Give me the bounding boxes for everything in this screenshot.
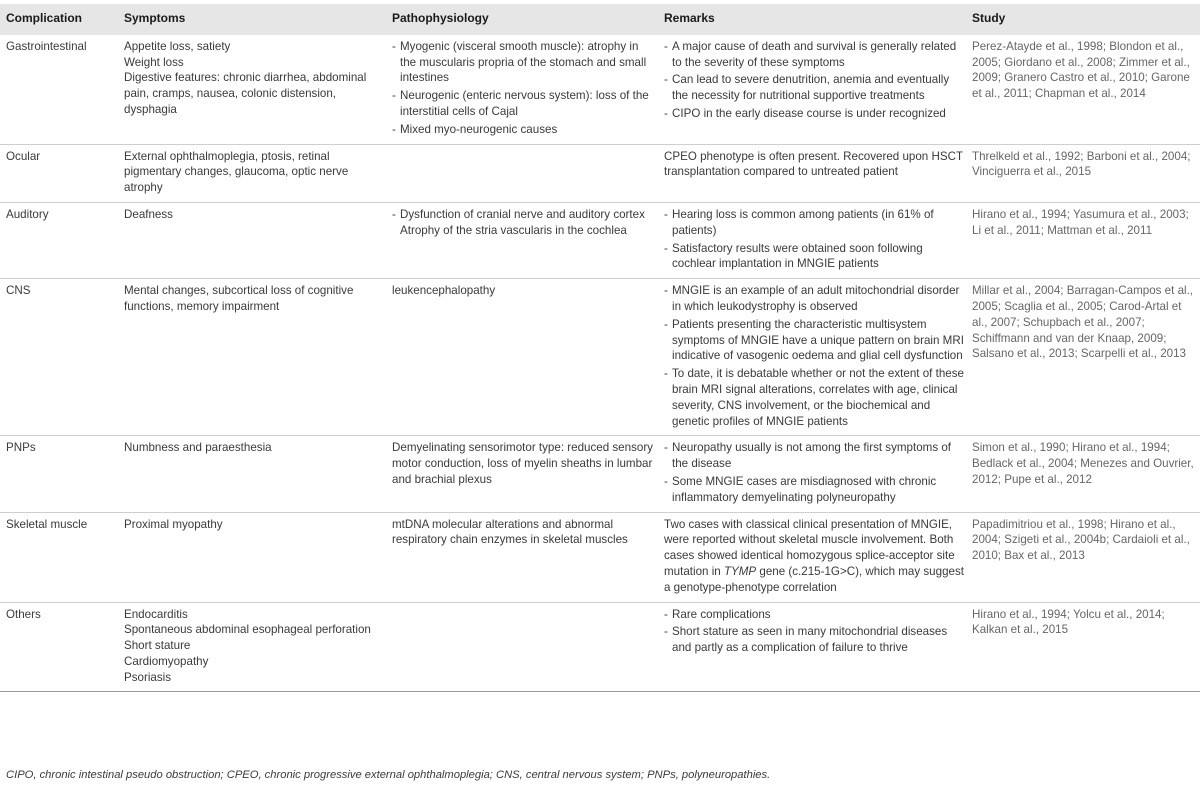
cell-remarks (660, 35, 968, 144)
symptom-item: Cardiomyopathy (124, 654, 209, 668)
cell-remarks (660, 202, 968, 278)
cell-symptoms (120, 602, 388, 692)
symptom-item: Appetite loss, satiety (124, 39, 231, 53)
remark-text-before: Two cases with classical clinical presentation of MNGIE, were reported without skeletal muscle involvement. Both cases showed identical homozygous splice-acceptor site mutation in (664, 517, 955, 578)
cell-remarks (660, 279, 968, 436)
cell-symptoms (120, 436, 388, 512)
cell-complication: Ocular (0, 144, 120, 202)
symptom-item: Weight loss (124, 55, 184, 69)
pathophysiology-item: - Myogenic (visceral smooth muscle): atrophy in the muscularis propria of the stomach and small intestines (392, 39, 656, 86)
table-footnote: CIPO, chronic intestinal pseudo obstruction; CPEO, chronic progressive external ophthalmoplegia; CNS, central nervous system; PNPs, polyneuropathies. (6, 769, 771, 781)
cell-pathophysiology (388, 602, 660, 692)
cell-complication: PNPs (0, 436, 120, 512)
symptom-item: Deafness (124, 207, 173, 221)
cell-pathophysiology (388, 35, 660, 144)
pathophysiology-item: - Mixed myo-neurogenic causes (392, 122, 656, 138)
cell-study: Hirano et al., 1994; Yolcu et al., 2014; Kalkan et al., 2015 (968, 602, 1200, 692)
header-pathophysiology: Pathophysiology (392, 11, 489, 25)
remark-item: - CIPO in the early disease course is under recognized (664, 106, 964, 122)
remark-text-after: gene (c.215-1G>C), which may suggest a genotype-phenotype correlation (664, 564, 964, 594)
complications-table (0, 4, 1200, 692)
symptom-item: Endocarditis (124, 607, 188, 621)
cell-symptoms (120, 144, 388, 202)
table-row (0, 35, 1200, 144)
symptom-item: Spontaneous abdominal esophageal perforation (124, 623, 371, 637)
cell-complication: Skeletal muscle (0, 512, 120, 602)
header-study: Study (972, 11, 1006, 25)
cell-symptoms (120, 279, 388, 436)
symptom-item: Mental changes, subcortical loss of cognitive functions, memory impairment (124, 284, 354, 313)
symptom-item: Psoriasis (124, 670, 172, 684)
table-body (0, 35, 1200, 692)
remark-item: - Some MNGIE cases are misdiagnosed with chronic inflammatory demyelinating polyneuropathy (664, 474, 964, 506)
cell-study: Millar et al., 2004; Barragan-Campos et al., 2005; Scaglia et al., 2005; Carod-Artal et al., 2007; Schupbach et al., 2007; Schiffmann and van der Knaap, 2009; Salsano et al., 2013; Scarpelli et al., 2013 (968, 279, 1200, 436)
header-row (0, 4, 1200, 35)
remark-item: - To date, it is debatable whether or not the extent of these brain MRI signal alterations, correlates with age, clinical severity, CNS involvement, or the biochemical and genetic profiles of MNGIE patients (664, 366, 964, 429)
symptom-item: Proximal myopathy (124, 517, 223, 531)
pathophysiology-item: - Dysfunction of cranial nerve and auditory cortex Atrophy of the stria vascularis in the cochlea (392, 207, 656, 239)
cell-remarks (660, 436, 968, 512)
header-complication: Complication (6, 11, 83, 25)
remark-item: - Short stature as seen in many mitochondrial diseases and partly as a complication of failure to thrive (664, 624, 964, 656)
cell-pathophysiology (388, 144, 660, 202)
table-row (0, 512, 1200, 602)
cell-pathophysiology: Demyelinating sensorimotor type: reduced sensory motor conduction, loss of myelin sheaths in lumbar and brachial plexus (388, 436, 660, 512)
header-remarks: Remarks (664, 11, 715, 25)
symptom-item: Digestive features: chronic diarrhea, abdominal pain, cramps, nausea, colonic distension, dysphagia (124, 71, 367, 116)
cell-remarks (660, 512, 968, 602)
remark-item: - MNGIE is an example of an adult mitochondrial disorder in which leukodystrophy is observed (664, 283, 964, 315)
cell-study: Hirano et al., 1994; Yasumura et al., 2003; Li et al., 2011; Mattman et al., 2011 (968, 202, 1200, 278)
remark-item: - Can lead to severe denutrition, anemia and eventually the necessity for nutritional supportive treatments (664, 72, 964, 104)
table-row (0, 436, 1200, 512)
cell-study: Simon et al., 1990; Hirano et al., 1994; Bedlack et al., 2004; Menezes and Ouvrier, 2012; Pupe et al., 2012 (968, 436, 1200, 512)
symptom-item: Short stature (124, 639, 191, 653)
cell-study: Threlkeld et al., 1992; Barboni et al., 2004; Vinciguerra et al., 2015 (968, 144, 1200, 202)
table-row (0, 144, 1200, 202)
symptom-item: External ophthalmoplegia, ptosis, retinal pigmentary changes, glaucoma, optic nerve atrophy (124, 149, 349, 195)
remark-item: - Rare complications (664, 607, 964, 623)
cell-study: Perez-Atayde et al., 1998; Blondon et al., 2005; Giordano et al., 2008; Zimmer et al., 2009; Granero Castro et al., 2010; Garone et al., 2011; Chapman et al., 2014 (968, 35, 1200, 144)
cell-remarks: CPEO phenotype is often present. Recovered upon HSCT transplantation compared to untreated patient (660, 144, 968, 202)
cell-complication: CNS (0, 279, 120, 436)
cell-pathophysiology: mtDNA molecular alterations and abnormal respiratory chain enzymes in skeletal muscles (388, 512, 660, 602)
remark-item: - A major cause of death and survival is generally related to the severity of these symptoms (664, 39, 964, 71)
remark-item: - Neuropathy usually is not among the first symptoms of the disease (664, 440, 964, 472)
header-symptoms: Symptoms (124, 11, 186, 25)
table-row (0, 202, 1200, 278)
cell-pathophysiology: leukencephalopathy (388, 279, 660, 436)
table-row (0, 602, 1200, 692)
table-row (0, 279, 1200, 436)
cell-complication: Gastrointestinal (0, 35, 120, 144)
table-header (0, 4, 1200, 35)
cell-symptoms (120, 512, 388, 602)
cell-pathophysiology (388, 202, 660, 278)
remark-item: - Satisfactory results were obtained soon following cochlear implantation in MNGIE patients (664, 241, 964, 273)
remark-item: - Patients presenting the characteristic multisystem symptoms of MNGIE have a unique pattern on brain MRI indicative of vasogenic oedema and glial cell dysfunction (664, 317, 964, 364)
remark-item: - Hearing loss is common among patients (in 61% of patients) (664, 207, 964, 239)
cell-complication: Others (0, 602, 120, 692)
cell-study: Papadimitriou et al., 1998; Hirano et al., 2004; Szigeti et al., 2004b; Cardaioli et al., 2010; Bax et al., 2013 (968, 512, 1200, 602)
cell-complication: Auditory (0, 202, 120, 278)
cell-remarks (660, 602, 968, 692)
pathophysiology-item: - Neurogenic (enteric nervous system): loss of the interstitial cells of Cajal (392, 88, 656, 120)
symptom-item: Numbness and paraesthesia (124, 441, 272, 455)
cell-symptoms (120, 202, 388, 278)
gene-name: TYMP (723, 564, 757, 578)
cell-symptoms (120, 35, 388, 144)
